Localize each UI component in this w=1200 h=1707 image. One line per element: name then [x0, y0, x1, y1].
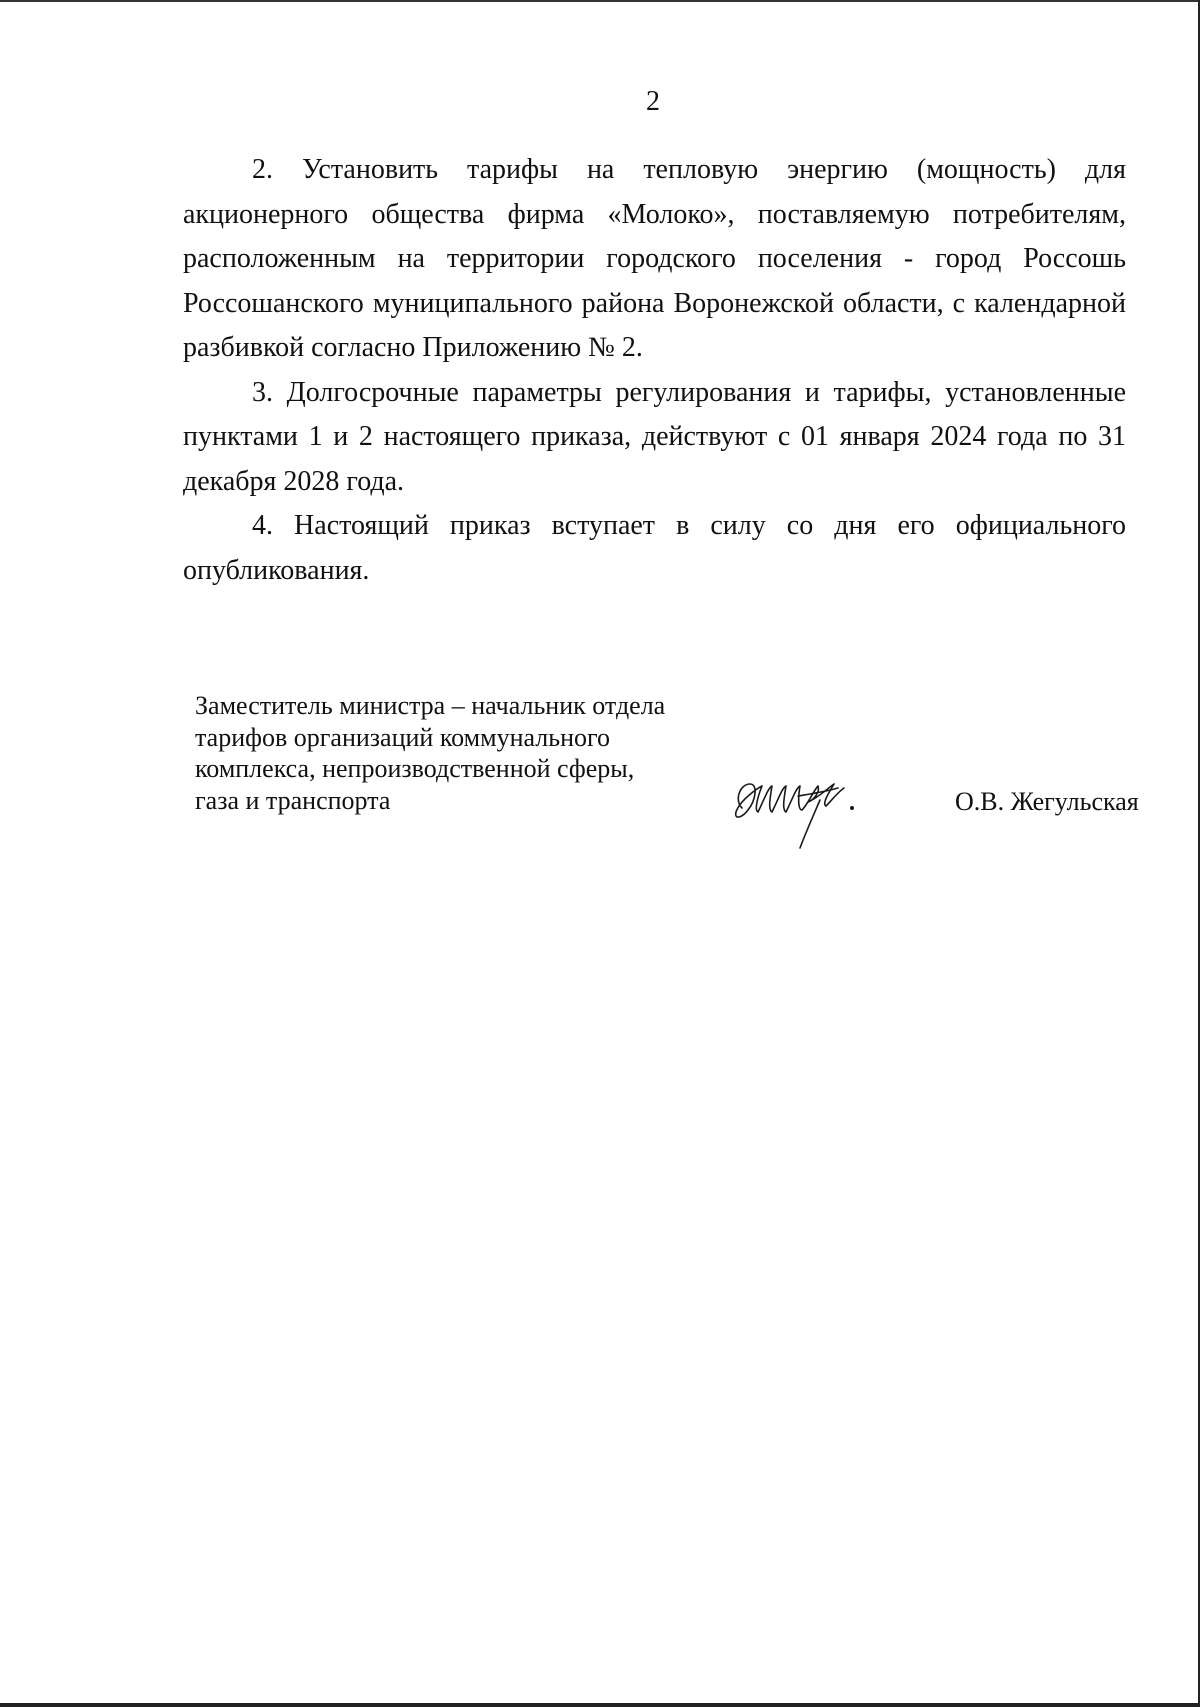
handwritten-signature — [728, 770, 868, 850]
signer-name: О.В. Жегульская — [955, 787, 1139, 816]
paragraph-3: 3. Долгосрочные параметры регулирования и тарифы, установленные пунктами 1 и 2 настоящего приказа, действуют с 01 января 2024 года по 31 декабря 2028 года. — [183, 376, 1126, 497]
paragraph-2: 2. Установить тарифы на тепловую энергию (мощность) для акционерного общества фирма «Молоко», поставляемую потребителям, расположенным на территории городского поселения - город Россошь Россошанского муниципального района Воронежской области, с календарной разбивкой согласно Приложению № 2. — [183, 154, 1126, 363]
signatory-title-line: газа и транспорта — [195, 785, 391, 815]
page-number: 2 — [646, 86, 660, 117]
scan-edge-bottom — [0, 1703, 1200, 1707]
signatory-title-line: Заместитель министра – начальник отдела — [195, 691, 666, 720]
paragraph-4: 4. Настоящий приказ вступает в силу со дня его официального опубликования. — [183, 510, 1126, 586]
signatory-title-line: тарифов организаций коммунального — [195, 722, 611, 752]
document-body — [183, 148, 1126, 593]
scan-edge-top — [0, 0, 1200, 2]
signatory-title — [195, 690, 755, 816]
signatory-title-line: комплекса, непроизводственной сферы, — [195, 754, 635, 783]
